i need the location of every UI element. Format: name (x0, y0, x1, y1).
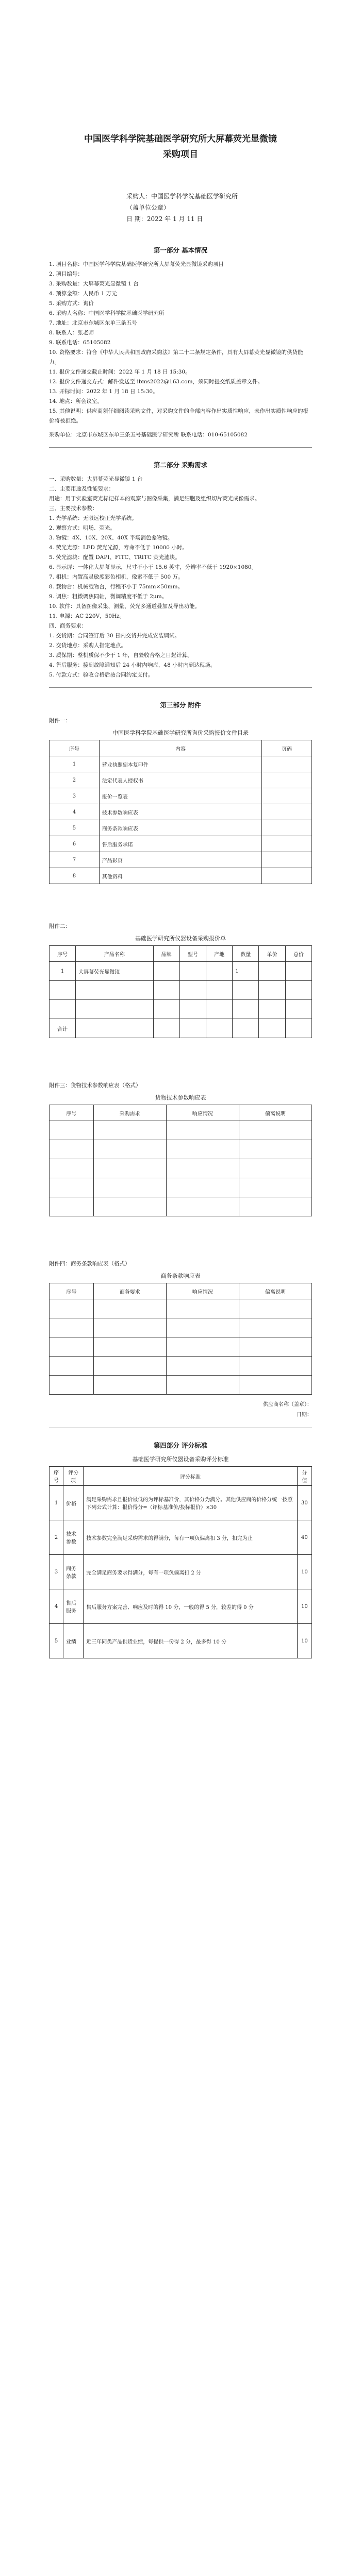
table-cell: 10 (297, 1555, 311, 1589)
body-line: 用途：用于实验室荧光标记样本的观察与图像采集，满足细胞及组织切片荧光成像需求。 (49, 496, 260, 502)
column-header: 偏离说明 (239, 1105, 311, 1121)
table-cell (206, 1000, 233, 1019)
table-cell (179, 981, 206, 1000)
table-cell (239, 1140, 311, 1159)
table-cell: 1 (50, 962, 76, 981)
body-line: 4. 预算金额：人民币 1 万元 (49, 291, 117, 297)
column-header: 响应情况 (166, 1105, 239, 1121)
part2-body (49, 474, 312, 680)
table-row (50, 1121, 312, 1140)
table-cell (262, 836, 312, 852)
table-cell (262, 868, 312, 884)
signature-supplier: 供应商名称（盖章）： (263, 1402, 312, 1408)
table-cell (262, 852, 312, 868)
table-cell (206, 1019, 233, 1038)
part2-heading: 第二部分 采购需求 (153, 461, 208, 469)
table-cell: 近三年同类产品供货业绩，每提供一份得 2 分，最多得 10 分 (84, 1624, 298, 1658)
table-row (50, 852, 312, 868)
table-header-row (50, 1105, 312, 1121)
table-cell: 商务条款响应表 (99, 820, 261, 836)
table3-caption: 货物技术参数响应表 (155, 1094, 206, 1101)
column-header: 内容 (99, 740, 261, 756)
table-cell (166, 1357, 239, 1376)
column-header: 评分项 (63, 1467, 84, 1486)
table-cell (76, 981, 153, 1000)
table-row (50, 1178, 312, 1197)
table-row (50, 820, 312, 836)
body-line: 6. 显示屏：一体化大屏幕显示，尺寸不小于 15.6 英寸，分辨率不低于 1920×1080。 (49, 564, 257, 570)
table-cell (166, 1376, 239, 1395)
column-header: 序号 (50, 946, 76, 962)
body-line: 5. 荧光滤块：配置 DAPI、FITC、TRITC 荧光滤块。 (49, 554, 180, 561)
table-cell: 完全满足商务要求得满分，每有一项负偏离扣 2 分 (84, 1555, 298, 1589)
column-header: 采购需求 (93, 1105, 166, 1121)
table-cell (50, 981, 76, 1000)
table-row (50, 1318, 312, 1337)
body-line: 5. 付款方式：验收合格后按合同约定支付。 (49, 672, 154, 678)
column-header: 数量 (233, 946, 259, 962)
table-row (50, 1520, 312, 1555)
body-line: 14. 地点：所会议室。 (49, 398, 103, 404)
table-cell (233, 1000, 259, 1019)
table-cell (262, 820, 312, 836)
table-cell (239, 1159, 311, 1178)
body-line: 1. 光学系统：无限远校正光学系统。 (49, 515, 137, 521)
column-header: 响应情况 (166, 1283, 239, 1299)
table-cell (93, 1140, 166, 1159)
table-cell (166, 1178, 239, 1197)
column-header: 序号 (50, 1105, 94, 1121)
table-cell: 1 (50, 756, 100, 772)
table-row (50, 1019, 312, 1038)
table-row (50, 981, 312, 1000)
body-line: 7. 地址：北京市东城区东单三条五号 (49, 320, 137, 326)
body-line: 8. 载物台：机械载物台，行程不小于 75mm×50mm。 (49, 584, 184, 590)
body-line: 4. 荧光光源：LED 荧光光源，寿命不低于 10000 小时。 (49, 545, 188, 551)
body-line: 11. 电源：AC 220V，50Hz。 (49, 613, 125, 619)
table-row (50, 1589, 312, 1624)
scoring-table (49, 1466, 312, 1658)
table-cell (153, 1019, 179, 1038)
title-line-1: 中国医学科学院基础医学研究所大屏幕荧光显微镜 (84, 134, 277, 144)
body-line: 3. 物镜：4X、10X、20X、40X 平场消色差物镜。 (49, 535, 173, 541)
table-cell (239, 1337, 311, 1357)
table-cell (259, 962, 285, 981)
table-cell: 10 (297, 1589, 311, 1624)
body-line: 9. 联系电话：65105082 (49, 340, 111, 346)
table3 (49, 1105, 312, 1216)
table-cell (93, 1197, 166, 1216)
table-row (50, 1486, 312, 1520)
body-line: 13. 开标时间：2022 年 1 月 18 日 15:30。 (49, 388, 158, 395)
buyer-line: 采购人：中国医学科学院基础医学研究所 (126, 193, 238, 200)
table-cell: 价格 (63, 1486, 84, 1520)
table-cell (259, 981, 285, 1000)
table-cell (50, 1140, 94, 1159)
table-cell (76, 1000, 153, 1019)
table-row (50, 1197, 312, 1216)
table-cell (153, 962, 179, 981)
column-header: 型号 (179, 946, 206, 962)
table-cell (50, 1337, 94, 1357)
body-line: 4. 售后服务：接到故障通知后 24 小时内响应，48 小时内到达现场。 (49, 662, 216, 668)
table-cell: 3 (50, 788, 100, 804)
table-cell: 售后服务承诺 (99, 836, 261, 852)
document (49, 0, 312, 1658)
table-cell: 1 (233, 962, 259, 981)
table-header-row (50, 1467, 312, 1486)
table4 (49, 1283, 312, 1395)
body-line: 1. 交货期：合同签订后 30 日内交货并完成安装调试。 (49, 633, 180, 639)
divider (49, 447, 312, 448)
table-row (50, 868, 312, 884)
table-cell: 技术参数响应表 (99, 804, 261, 820)
table-cell (166, 1159, 239, 1178)
table-cell (233, 981, 259, 1000)
column-header: 偏离说明 (239, 1283, 311, 1299)
table-cell (179, 1019, 206, 1038)
table-cell: 6 (50, 836, 100, 852)
table-cell: 4 (50, 1589, 63, 1624)
body-line: 一、采购数量：大屏幕荧光显微镜 1 台 (49, 476, 143, 482)
table-cell (262, 788, 312, 804)
table-row (50, 1357, 312, 1376)
part1-body (49, 260, 312, 426)
table-cell: 2 (50, 1520, 63, 1555)
attachment1-label: 附件一： (49, 718, 71, 724)
table-cell (50, 1376, 94, 1395)
body-line: 1. 项目名称：中国医学科学院基础医学研究所大屏幕荧光显微镜采购项目 (49, 261, 224, 267)
table-cell: 技术参数完全满足采购需求的得满分，每有一项负偏离扣 3 分，扣完为止 (84, 1520, 298, 1555)
part1-contact: 采购单位：北京市东城区东单三条五号基础医学研究所 联系电话：010-65105082 (49, 432, 248, 438)
table-cell (166, 1121, 239, 1140)
table-cell (50, 1318, 94, 1337)
table-cell (239, 1357, 311, 1376)
table-row (50, 1299, 312, 1318)
table-cell (50, 1299, 94, 1318)
table-row (50, 1140, 312, 1159)
table-cell (50, 1357, 94, 1376)
date-line: 日 期：2022 年 1 月 11 日 (126, 215, 203, 223)
column-header: 序号 (50, 1467, 63, 1486)
table-cell (93, 1318, 166, 1337)
table-cell: 7 (50, 852, 100, 868)
table-cell: 40 (297, 1520, 311, 1555)
table-header-row (50, 946, 312, 962)
table1 (49, 740, 312, 884)
attachment4-label: 附件四：商务条款响应表（格式） (49, 1261, 130, 1267)
divider (49, 687, 312, 688)
table-cell (166, 1318, 239, 1337)
body-line: 11. 报价文件递交截止时间：2022 年 1 月 18 日 15:30。 (49, 369, 191, 375)
table-cell (239, 1376, 311, 1395)
table-row (50, 756, 312, 772)
table-cell: 报价一览表 (99, 788, 261, 804)
table-cell (76, 1019, 153, 1038)
table-cell (93, 1299, 166, 1318)
body-line: 三、主要技术参数： (49, 505, 98, 512)
column-header: 评分标准 (84, 1467, 298, 1486)
attachment3-label: 附件三：货物技术参数响应表（格式） (49, 1082, 141, 1089)
table-cell (233, 1019, 259, 1038)
body-line: 5. 采购方式：询价 (49, 300, 94, 307)
table-cell (239, 1178, 311, 1197)
body-line: 2. 观察方式：明场、荧光。 (49, 525, 116, 531)
body-line: 8. 联系人：张老师 (49, 330, 94, 336)
table-cell: 售后服务 (63, 1589, 84, 1624)
body-line: 12. 报价文件递交方式：邮件发送至 ibms2022@163.com，须同时提交纸质盖章文件。 (49, 379, 264, 385)
table-row (50, 1624, 312, 1658)
table-cell (259, 1019, 285, 1038)
table-cell (262, 804, 312, 820)
body-line: 9. 调焦：粗微调焦同轴，微调精度不低于 2μm。 (49, 594, 168, 600)
table-cell (93, 1357, 166, 1376)
body-line: 四、商务要求： (49, 623, 87, 629)
table-cell (93, 1178, 166, 1197)
table-cell (166, 1299, 239, 1318)
table-cell: 合计 (50, 1019, 76, 1038)
table-cell (179, 962, 206, 981)
table-cell: 10 (297, 1624, 311, 1658)
table-cell (93, 1159, 166, 1178)
table-cell (93, 1376, 166, 1395)
scoring-caption: 基础医学研究所仪器设备采购评分标准 (132, 1456, 229, 1463)
table-cell (50, 1178, 94, 1197)
column-header: 总价 (285, 946, 311, 962)
column-header: 序号 (50, 740, 100, 756)
table-cell (262, 756, 312, 772)
table-cell (285, 1000, 311, 1019)
body-line: 二、主要用途及性能要求： (49, 486, 114, 492)
table-cell: 产品彩页 (99, 852, 261, 868)
table-cell: 4 (50, 804, 100, 820)
column-header: 商务要求 (93, 1283, 166, 1299)
table-header-row (50, 740, 312, 756)
table-cell (285, 962, 311, 981)
table-cell: 大屏幕荧光显微镜 (76, 962, 153, 981)
signature-block (49, 1400, 312, 1420)
table-cell (93, 1121, 166, 1140)
table-cell (50, 1121, 94, 1140)
table-cell (206, 981, 233, 1000)
table-row (50, 804, 312, 820)
body-line: 6. 采购人名称：中国医学科学院基础医学研究所 (49, 310, 165, 316)
body-line: 7. 相机：内置高灵敏度彩色相机，像素不低于 500 万。 (49, 574, 184, 580)
title-line-2: 采购项目 (163, 149, 198, 160)
table-cell (50, 1159, 94, 1178)
column-header: 序号 (50, 1283, 94, 1299)
table-cell: 技术参数 (63, 1520, 84, 1555)
table-cell (166, 1140, 239, 1159)
table-cell: 售后服务方案完善、响应及时的得 10 分，一般的得 5 分，较差的得 0 分 (84, 1589, 298, 1624)
table-cell (50, 1197, 94, 1216)
column-header: 页码 (262, 740, 312, 756)
table-row (50, 962, 312, 981)
table-cell (153, 1000, 179, 1019)
agent-line: （盖单位公章） (126, 204, 170, 211)
body-line: 10. 资格要求：符合《中华人民共和国政府采购法》第二十二条规定条件，具有大屏幕荧光显微镜的供货能力。 (49, 349, 303, 365)
cover-meta (49, 191, 312, 225)
table-row (50, 788, 312, 804)
table-row (50, 1337, 312, 1357)
table-cell: 法定代表人授权书 (99, 772, 261, 788)
body-line: 10. 软件：具备图像采集、测量、荧光多通道叠加及导出功能。 (49, 603, 201, 609)
table-cell (259, 1000, 285, 1019)
body-line: 3. 质保期：整机质保不少于 1 年，自验收合格之日起计算。 (49, 652, 193, 658)
column-header: 产地 (206, 946, 233, 962)
body-line: 15. 其他说明：供应商须仔细阅读采购文件，对采购文件的全部内容作出实质性响应，未作出实质性响应的报价将被拒绝。 (49, 408, 309, 424)
body-line: 3. 采购数量：大屏幕荧光显微镜 1 台 (49, 281, 139, 287)
body-line: 2. 项目编号： (49, 271, 83, 277)
table-cell (285, 1019, 311, 1038)
table-row (50, 772, 312, 788)
column-header: 分值 (297, 1467, 311, 1486)
table4-caption: 商务条款响应表 (160, 1273, 201, 1279)
table2-caption: 基础医学研究所仪器设备采购报价单 (135, 935, 226, 942)
table-cell (262, 772, 312, 788)
table-cell: 业绩 (63, 1624, 84, 1658)
table-cell (285, 981, 311, 1000)
table-cell (239, 1299, 311, 1318)
table-cell (239, 1318, 311, 1337)
table2 (49, 945, 312, 1038)
table-cell: 3 (50, 1555, 63, 1589)
table-cell (166, 1197, 239, 1216)
table-row (50, 836, 312, 852)
part1-heading: 第一部分 基本情况 (153, 246, 208, 254)
table-cell: 8 (50, 868, 100, 884)
signature-date: 日期： (297, 1412, 312, 1418)
table-cell: 2 (50, 772, 100, 788)
part4-heading: 第四部分 评分标准 (153, 1442, 208, 1449)
table-cell (179, 1000, 206, 1019)
table-header-row (50, 1283, 312, 1299)
body-line: 2. 交货地点：采购人指定地点。 (49, 642, 126, 649)
attachment2-label: 附件二： (49, 923, 71, 929)
table-cell (239, 1197, 311, 1216)
table-cell (239, 1121, 311, 1140)
table-cell (50, 1000, 76, 1019)
table-cell (166, 1337, 239, 1357)
column-header: 产品名称 (76, 946, 153, 962)
table-cell: 5 (50, 1624, 63, 1658)
table-cell: 5 (50, 820, 100, 836)
table-row (50, 1000, 312, 1019)
table-row (50, 1376, 312, 1395)
table-cell: 商务条款 (63, 1555, 84, 1589)
table1-caption: 中国医学科学院基础医学研究所询价采购报价文件目录 (112, 730, 249, 736)
table-cell: 营业执照副本复印件 (99, 756, 261, 772)
column-header: 单价 (259, 946, 285, 962)
table-row (50, 1159, 312, 1178)
table-cell (93, 1337, 166, 1357)
part3-heading: 第三部分 附件 (160, 701, 201, 709)
table-cell: 1 (50, 1486, 63, 1520)
table-cell (153, 981, 179, 1000)
table-cell: 其他资料 (99, 868, 261, 884)
table-cell: 满足采购需求且报价最低的为评标基准价，其价格分为满分。其他供应商的价格分统一按照下列公式计算：报价得分=（评标基准价/投标报价）×30 (84, 1486, 298, 1520)
table-cell: 30 (297, 1486, 311, 1520)
table-cell (206, 962, 233, 981)
column-header: 品牌 (153, 946, 179, 962)
document-title (49, 131, 312, 162)
table-row (50, 1555, 312, 1589)
